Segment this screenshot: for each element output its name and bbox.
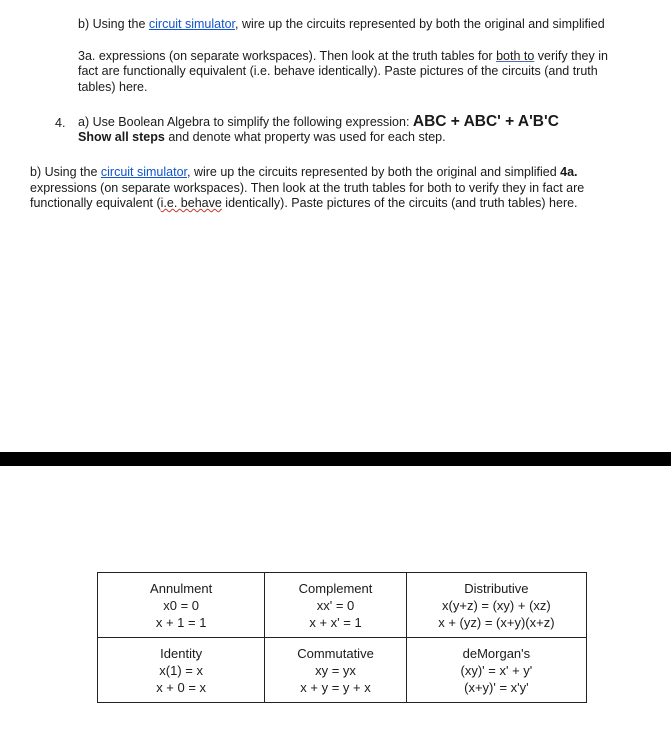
- property-name: deMorgan's: [462, 645, 531, 661]
- property-name: Distributive: [464, 580, 529, 596]
- question-4b: [30, 165, 660, 212]
- part-3b-line-4: tables) here.: [78, 79, 148, 94]
- question-4a-line-2: [78, 129, 658, 146]
- part-3b-line-1-text: , wire up the circuits represented by both the original and simplified: [235, 17, 605, 31]
- part-3b-prefix: b) Using the: [78, 17, 149, 31]
- property-rule: x(1) = x: [159, 662, 203, 678]
- part-3b-line-3: fact are functionally equivalent (i.e. behave identically). Paste pictures of the circuits (and truth: [78, 64, 598, 78]
- property-name: Commutative: [297, 645, 374, 661]
- property-rule: xy = yx: [315, 662, 356, 678]
- question-4b-line-1-text: , wire up the circuits represented by both the original and simplified: [187, 165, 561, 179]
- page-break-divider: [0, 452, 671, 466]
- property-cell-demorgans: [406, 638, 586, 703]
- property-rule: x + y = y + x: [300, 679, 371, 695]
- part-3b-line-2: [78, 49, 658, 65]
- circuit-simulator-link-4b[interactable]: circuit simulator: [100, 165, 188, 179]
- question-4a-reference: 4a.: [560, 165, 578, 179]
- boolean-properties-table: [97, 572, 587, 703]
- property-cell-distributive: [406, 573, 586, 638]
- property-name: Annulment: [150, 580, 213, 596]
- question-4b-prefix: b) Using the: [30, 165, 101, 179]
- property-rule: x0 = 0: [163, 597, 200, 613]
- part-3b-line-1: [78, 17, 658, 33]
- part-3b-instructions: [78, 17, 658, 95]
- property-rule: (xy)' = x' + y': [460, 662, 533, 678]
- table-row: [98, 573, 587, 638]
- part-3b-line-2-end: verify they in: [534, 48, 608, 63]
- question-4a: [78, 113, 658, 146]
- spellcheck-squiggle-text: i.e. behave: [160, 196, 222, 210]
- question-4a-line-2-text: and denote what property was used for each step.: [164, 130, 446, 144]
- question-4b-line-3-text: functionally equivalent (: [30, 196, 161, 210]
- part-3b-line-2-text: 3a. expressions (on separate workspaces). Then look at the truth tables for: [78, 48, 497, 63]
- circuit-simulator-link-3b[interactable]: circuit simulator: [148, 17, 236, 31]
- property-cell-annulment: [98, 573, 265, 638]
- table-row: [98, 638, 587, 703]
- property-rule: xx' = 0: [316, 597, 355, 613]
- show-all-steps-bold: Show all steps: [78, 130, 165, 144]
- question-4b-line-1: [30, 165, 660, 181]
- boolean-expression: ABC + ABC' + A'B'C: [412, 113, 559, 130]
- property-cell-commutative: [265, 638, 407, 703]
- property-rule: x + 1 = 1: [155, 614, 207, 630]
- question-4a-text: a) Use Boolean Algebra to simplify the following expression:: [78, 115, 413, 129]
- question-4b-line-2: expressions (on separate workspaces). Then look at the truth tables for both to verify they in fact are: [30, 180, 585, 195]
- property-rule: x(y+z) = (xy) + (xz): [442, 597, 551, 613]
- property-name: Complement: [298, 580, 373, 596]
- property-name: Identity: [160, 645, 203, 661]
- both-to-underlined: both to: [496, 48, 535, 63]
- property-rule: x + 0 = x: [156, 679, 207, 695]
- property-cell-identity: [98, 638, 265, 703]
- question-4-number: 4.: [55, 116, 66, 130]
- property-rule: x + (yz) = (x+y)(x+z): [438, 614, 555, 630]
- question-4b-line-3: [30, 196, 660, 212]
- property-cell-complement: [265, 573, 407, 638]
- property-rule: x + x' = 1: [309, 614, 362, 630]
- property-rule: (x+y)' = x'y': [464, 679, 529, 695]
- question-4b-line-3-end: identically). Paste pictures of the circuits (and truth tables) here.: [221, 196, 578, 210]
